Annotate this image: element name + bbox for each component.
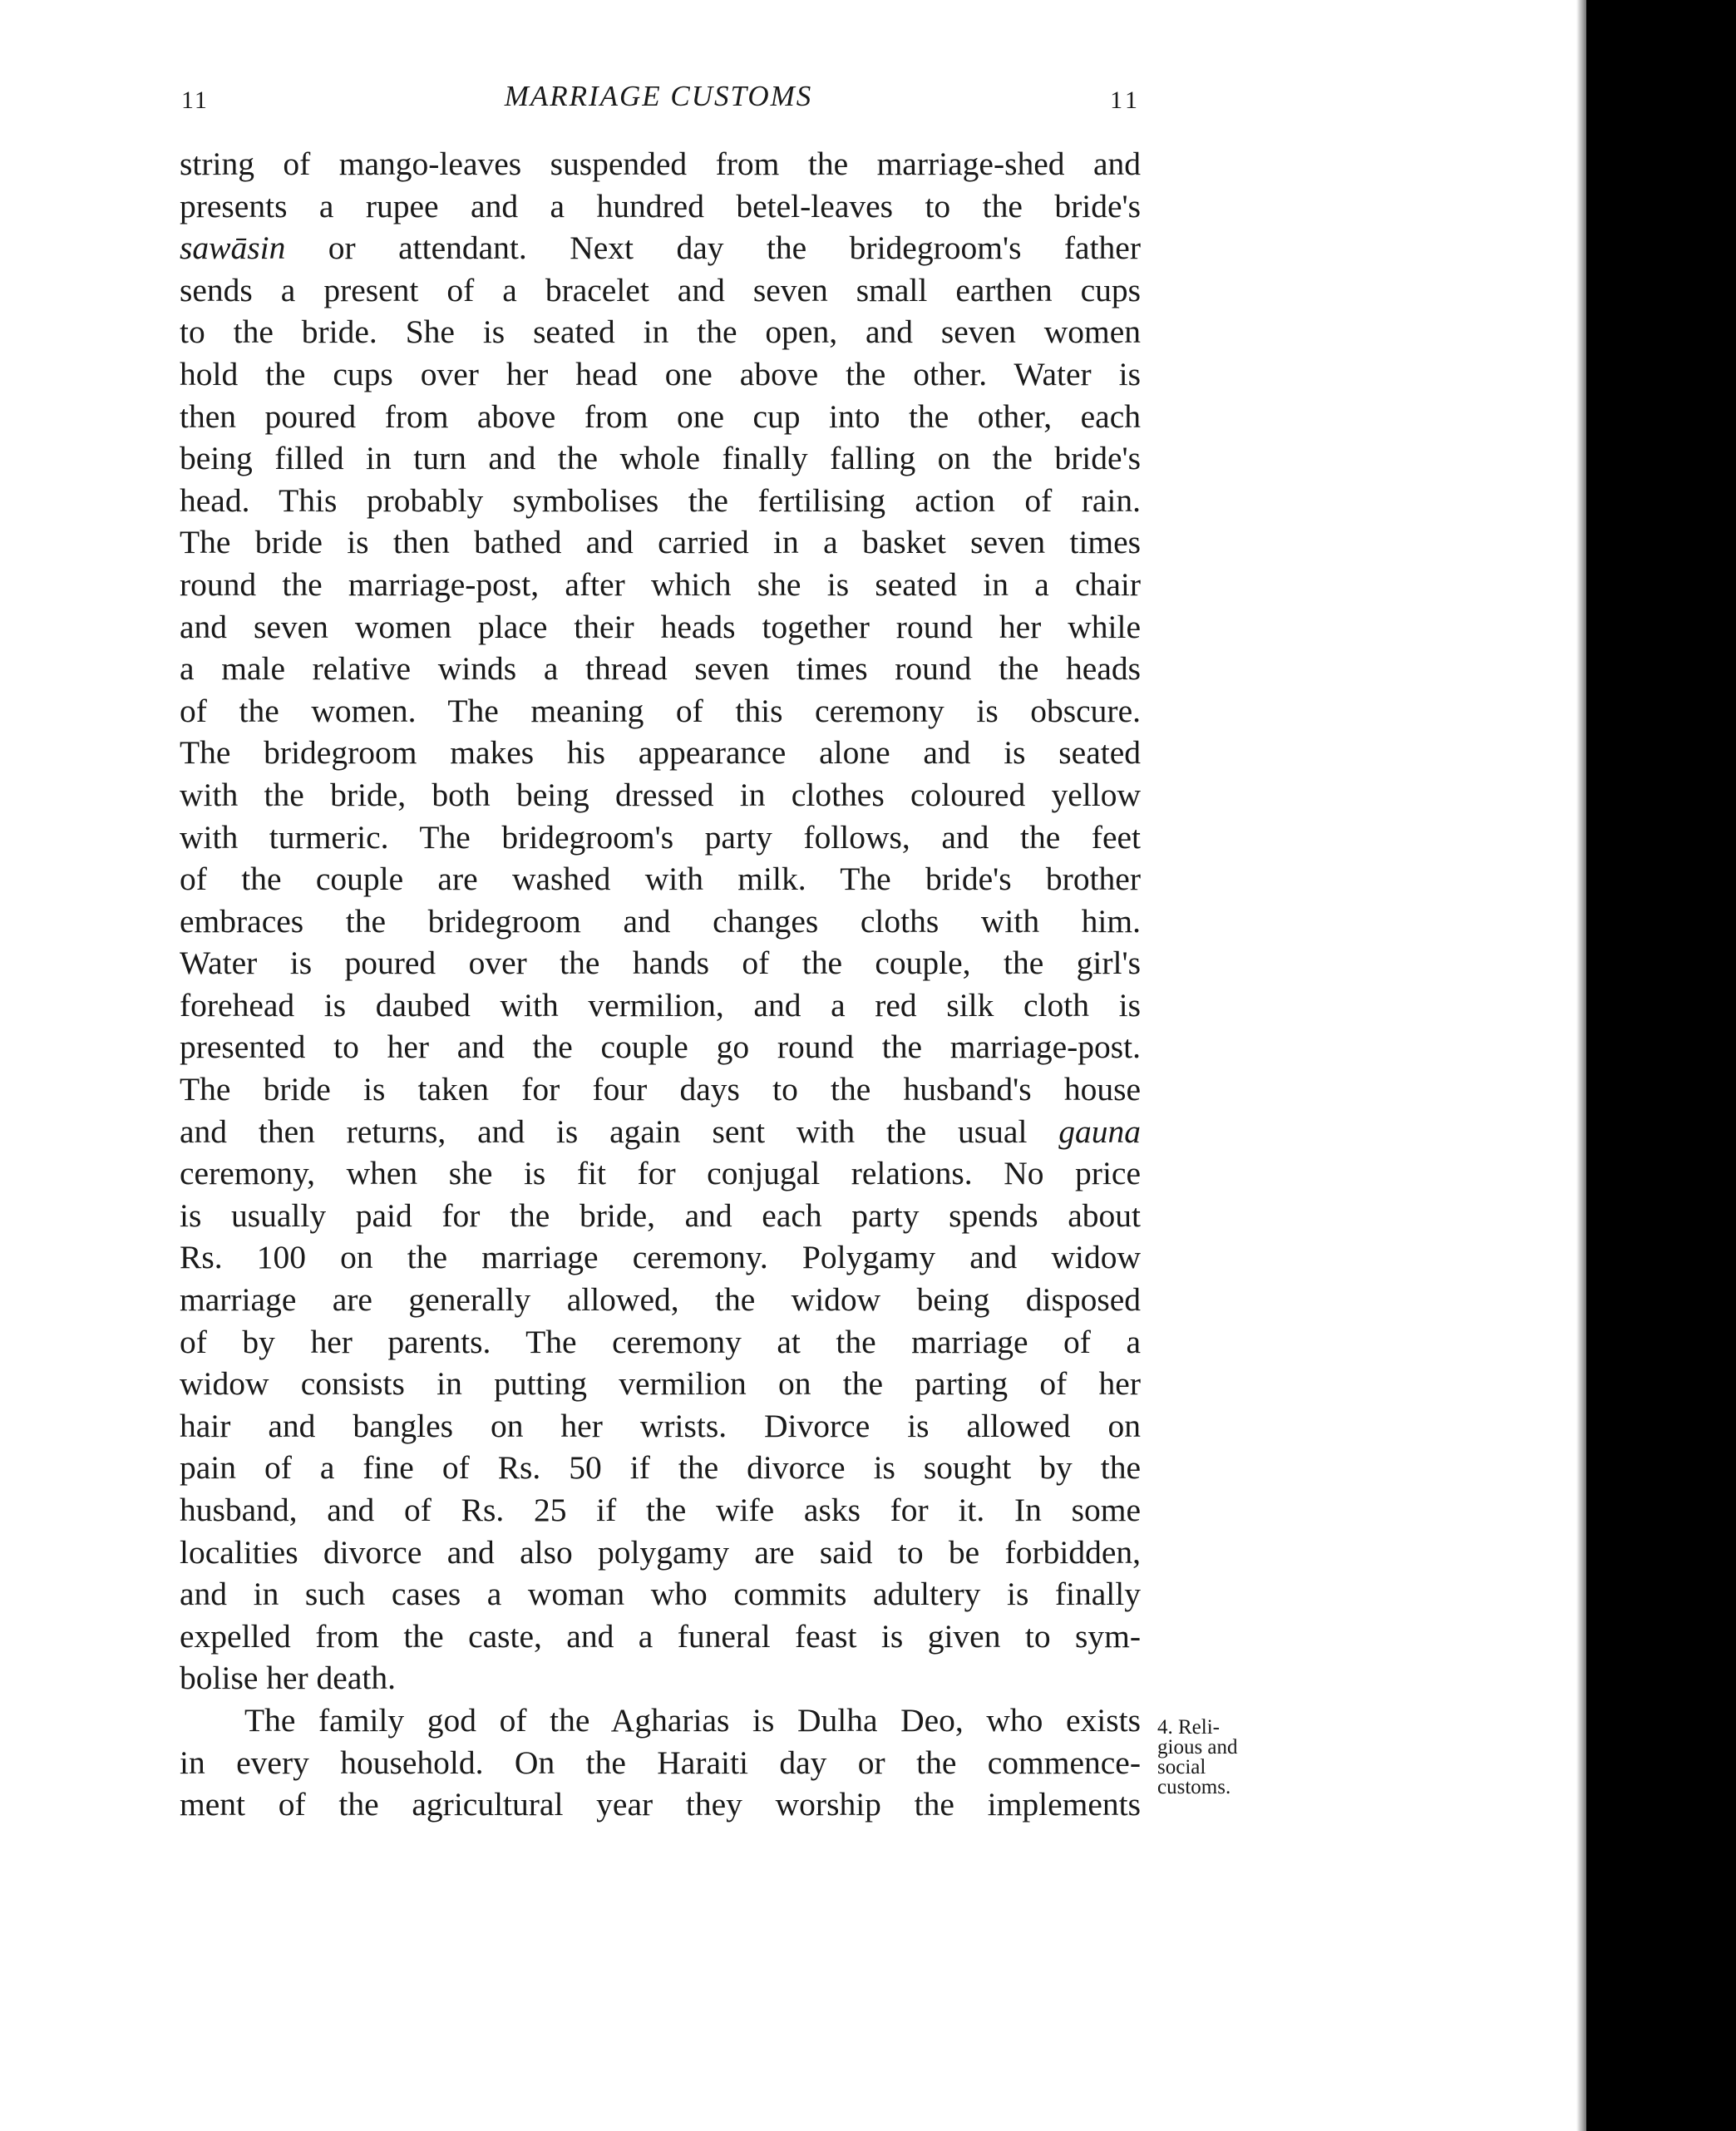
scan-black-border [1586,0,1736,2131]
scan-edge-shadow [1576,0,1586,2131]
italic-term-gauna: gauna [1058,1112,1141,1150]
text-line: and seven women place their heads together round her while [180,608,1141,645]
text-line: husband, and of Rs. 25 if the wife asks for it. In some [180,1492,1141,1528]
text-line: of the women. The meaning of this ceremony is obscure. [180,692,1141,729]
running-header [176,80,1141,116]
marginal-note-line: social [1157,1756,1206,1778]
marginal-note-line: gious and [1157,1736,1238,1759]
italic-term-sawasin: sawāsin [180,229,286,267]
text-line: The bride is then bathed and carried in a basket seven times [180,524,1141,561]
text-line: hair and bangles on her wrists. Divorce is allowed on [180,1407,1141,1444]
text-line: and in such cases a woman who commits adultery is finally [180,1576,1141,1613]
text-line: Rs. 100 on the marriage ceremony. Polygamy and widow [180,1239,1141,1276]
text-line: head. This probably symbolises the fertilising action of rain. [180,481,1141,519]
text-line: expelled from the caste, and a funeral feast is given to sym- [180,1617,1141,1655]
text-line: of by her parents. The ceremony at the marriage of a [180,1323,1141,1360]
text-line: is usually paid for the bride, and each party spends about [180,1196,1141,1234]
text-line: in every household. On the Haraiti day or the commence- [180,1744,1141,1781]
text-line: being filled in turn and the whole finally falling on the bride's [180,440,1141,477]
text-line: hold the cups over her head one above the other. Water is [180,355,1141,392]
text-line: embraces the bridegroom and changes cloths with him. [180,902,1141,940]
text-line: pain of a fine of Rs. 50 if the divorce is sought by the [180,1449,1141,1487]
text-line: widow consists in putting vermilion on the parting of her [180,1365,1141,1403]
text-line: The family god of the Agharias is Dulha Deo, who exists [244,1701,1141,1739]
marginal-note [1157,1718,1274,1798]
text-line: presented to her and the couple go round the marriage-post. [180,1029,1141,1066]
page-number-right: 11 [1110,86,1141,114]
text-line: The bridegroom makes his appearance alone and is seated [180,734,1141,772]
text-line: bolise her death. [180,1660,396,1697]
text-line: sends a present of a bracelet and seven small earthen cups [180,271,1141,308]
text-line: presents a rupee and a hundred betel-leaves to the bride's [180,187,1141,224]
text-line: with the bride, both being dressed in clothes coloured yellow [180,776,1141,813]
text-line: with turmeric. The bridegroom's party follows, and the feet [180,818,1141,856]
marginal-note-line: 4. Reli- [1157,1716,1220,1739]
marginal-note-line: customs. [1157,1776,1231,1798]
text-line: and then returns, and is again sent with the usual gauna [180,1112,1141,1150]
text-line: ment of the agricultural year they worship the implements [180,1786,1141,1823]
text-line: The bride is taken for four days to the husband's house [180,1071,1141,1108]
running-title: MARRIAGE CUSTOMS [504,80,813,112]
text-line: localities divorce and also polygamy are said to be forbidden, [180,1533,1141,1571]
text-line: sawāsin or attendant. Next day the bridegroom's father [180,229,1141,267]
text-line: of the couple are washed with milk. The bride's brother [180,861,1141,898]
text-line: Water is poured over the hands of the couple, the girl's [180,945,1141,982]
text-line: marriage are generally allowed, the widow being disposed [180,1281,1141,1319]
body-text [180,143,1141,1826]
text-line: ceremony, when she is fit for conjugal relations. No price [180,1155,1141,1192]
text-line: forehead is daubed with vermilion, and a red silk cloth is [180,986,1141,1024]
text-line: round the marriage-post, after which she is seated in a chair [180,565,1141,603]
text-line: to the bride. She is seated in the open, and seven women [180,313,1141,351]
text-line: then poured from above from one cup into the other, each [180,397,1141,435]
text-line: string of mango-leaves suspended from the marriage-shed and [180,146,1141,182]
text-line: a male relative winds a thread seven times round the heads [180,650,1141,688]
page-number-left: 11 [181,86,209,114]
